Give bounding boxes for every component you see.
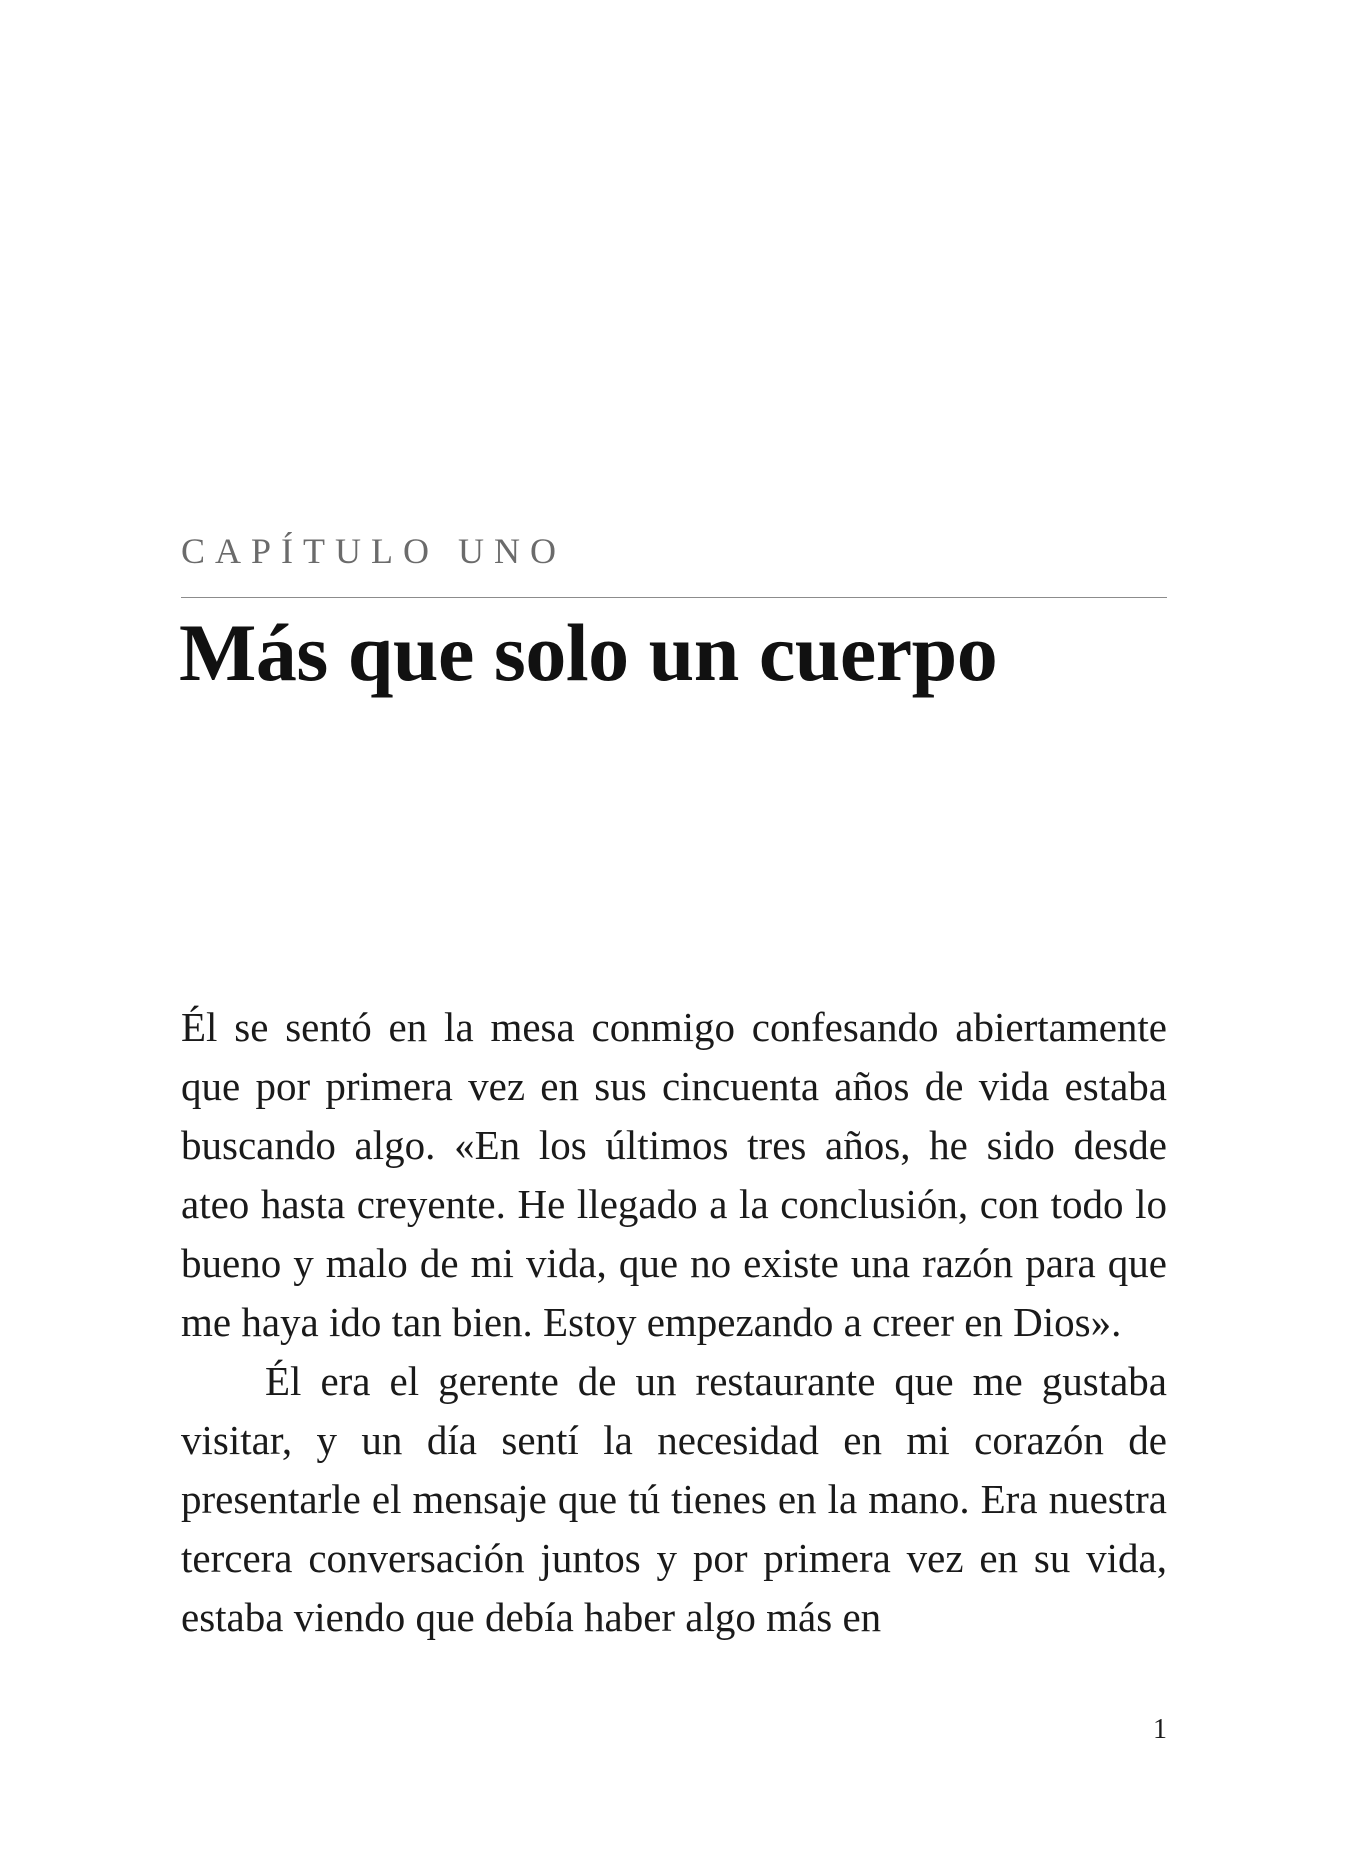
chapter-divider — [181, 597, 1167, 598]
chapter-label: CAPÍTULO UNO — [181, 531, 566, 571]
paragraph-2: Él era el gerente de un restaurante que me gustaba visitar, y un día sentí la necesidad en mi corazón de presentarle el mensaje que tú tienes en la mano. Era nuestra tercera conversación juntos y por primera vez en su vida, estaba viendo que debía haber algo más en — [181, 1358, 1167, 1640]
page-number: 1 — [1153, 1714, 1167, 1745]
body-text — [181, 998, 1167, 1647]
chapter-title: Más que solo un cuerpo — [179, 607, 998, 698]
paragraph-1: Él se sentó en la mesa conmigo confesando abiertamente que por primera vez en sus cincuenta años de vida estaba buscando algo. «En los últimos tres años, he sido desde ateo hasta creyente. He llegado a la conclusión, con todo lo bueno y malo de mi vida, que no existe una razón para que me haya ido tan bien. Estoy empezando a creer en Dios». — [181, 1004, 1167, 1345]
